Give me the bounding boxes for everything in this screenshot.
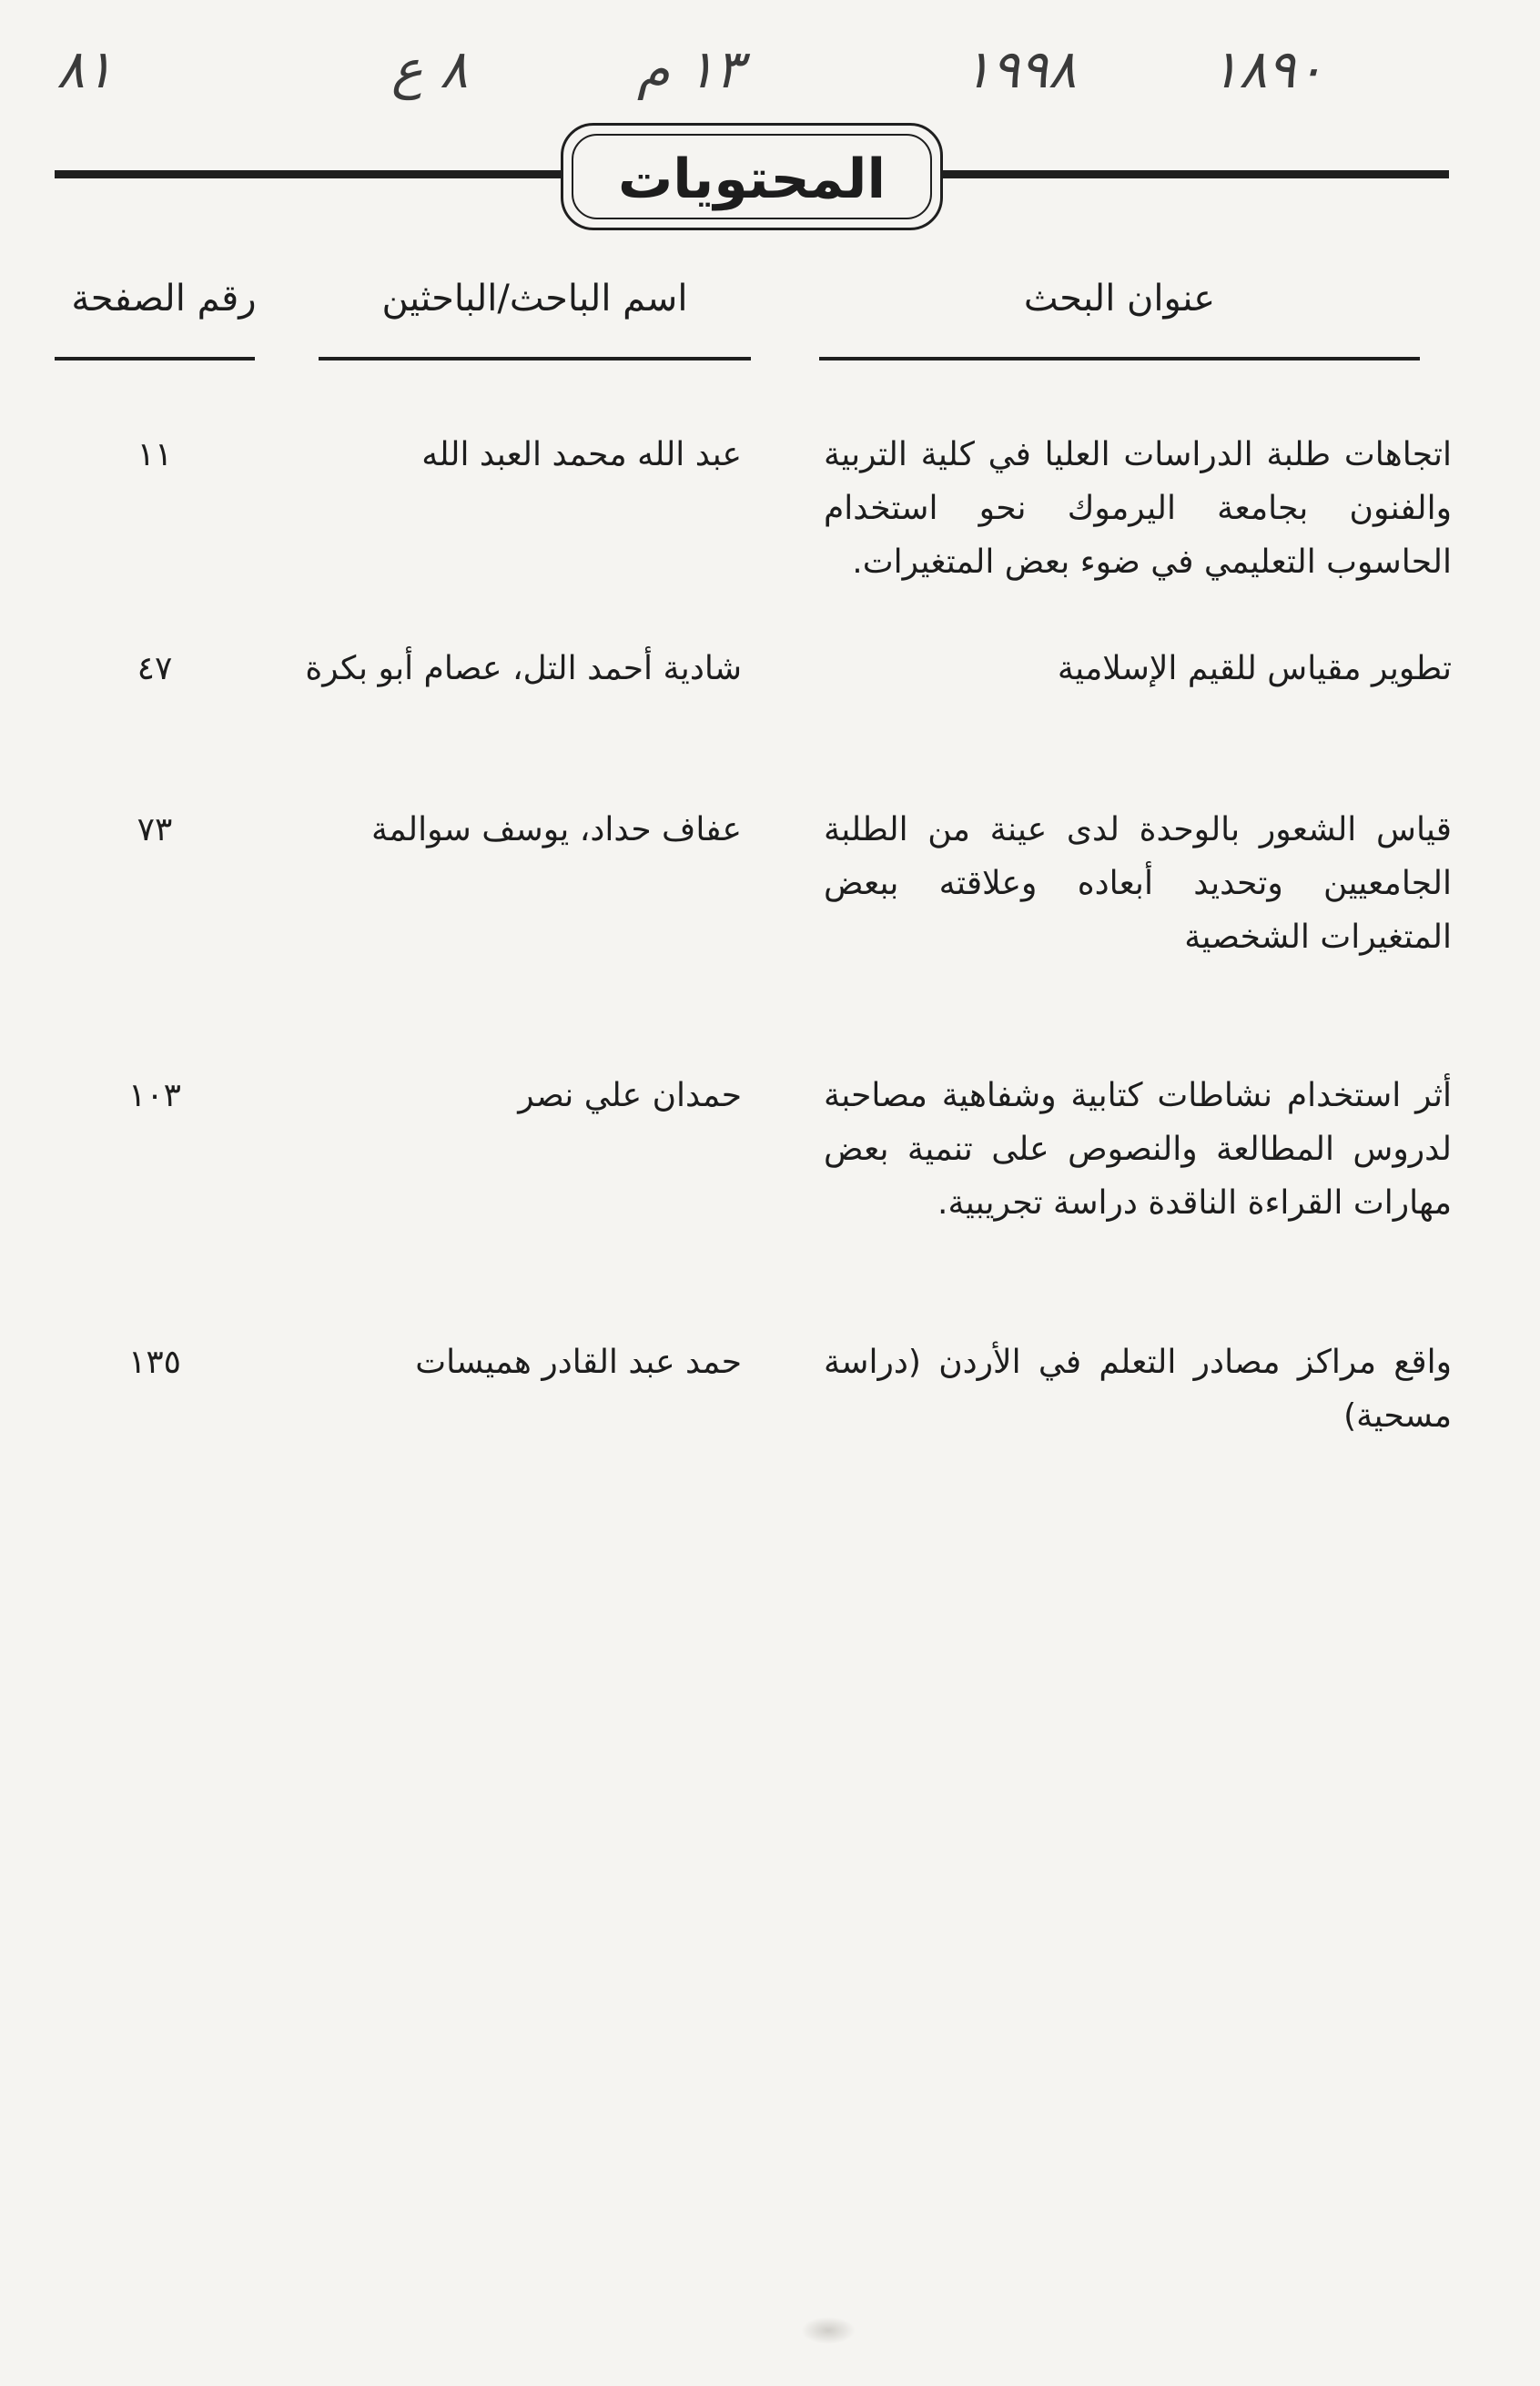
entry-page-number: ١١ (137, 436, 173, 473)
handwritten-note: ١٩٩٨ (963, 38, 1077, 100)
entry-title: اتجاهات طلبة الدراسات العليا في كلية التربية والفنون بجامعة اليرموك نحو استخدام الحاسوب التعليمي في ضوء بعض المتغيرات. (824, 436, 1452, 581)
title-rule-right (939, 170, 1449, 178)
entry-page-number: ١٣٥ (127, 1344, 181, 1381)
entry-page-number: ٤٧ (137, 650, 173, 687)
entry-title: تطوير مقياس للقيم الإسلامية (1057, 650, 1452, 687)
entry-title: أثر استخدام نشاطات كتابية وشفاهية مصاحبة لدروس المطالعة والنصوص على تنمية بعض مهارات القراءة الناقدة دراسة تجريبية. (824, 1077, 1452, 1222)
entry-author: حمد عبد القادر هميسات (415, 1344, 742, 1381)
entry-title: واقع مراكز مصادر التعلم في الأردن (دراسة مسحية) (824, 1344, 1452, 1435)
handwritten-note: ٨ ع (391, 38, 469, 100)
handwritten-note: ١٣ م (637, 38, 744, 100)
entry-author: حمدان علي نصر (518, 1077, 742, 1114)
column-header-page: رقم الصفحة (71, 278, 257, 320)
column-underline (55, 357, 255, 360)
column-underline (319, 357, 751, 360)
entry-author: عفاف حداد، يوسف سوالمة (370, 811, 742, 848)
entry-page-number: ٧٣ (137, 811, 173, 848)
title-rule-left (55, 170, 564, 178)
page-title: المحتويات (617, 147, 887, 211)
paper-smudge (801, 2317, 856, 2344)
entry-title: قياس الشعور بالوحدة لدى عينة من الطلبة الجامعيين وتحديد أبعاده وعلاقته ببعض المتغيرات الشخصية (824, 811, 1452, 956)
column-header-author: اسم الباحث/الباحثين (381, 278, 688, 320)
handwritten-note: ١٨٩٠ (1211, 38, 1324, 100)
column-header-title: عنوان البحث (1023, 278, 1216, 320)
column-underline (819, 357, 1420, 360)
title-banner (561, 123, 943, 230)
handwritten-note: ٨١ (56, 38, 114, 100)
entry-page-number: ١٠٣ (127, 1077, 181, 1114)
entry-author: عبد الله محمد العبد الله (421, 436, 742, 473)
entry-author: شادية أحمد التل، عصام أبو بكرة (305, 650, 742, 687)
